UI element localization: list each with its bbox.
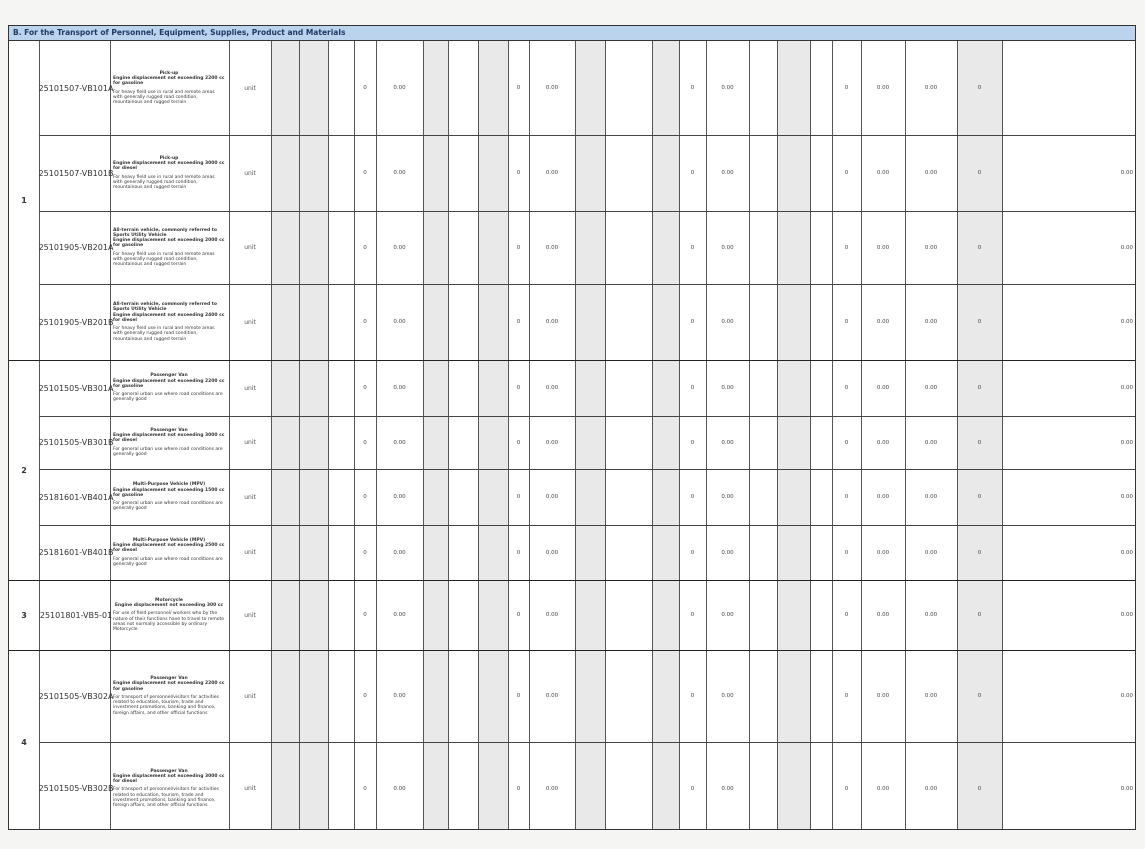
unit-of-measure: unit <box>244 549 256 556</box>
item-description <box>110 580 228 650</box>
value-a4: 0.00 <box>876 612 890 618</box>
value-total-qty: 0 <box>977 385 982 391</box>
value-a1: 0.00 <box>393 385 406 391</box>
value-q4: 0 <box>844 785 849 792</box>
value-q2: 0 <box>516 170 521 176</box>
unit-of-measure: unit <box>244 169 256 177</box>
value-end-amount: 0.00 <box>1120 693 1133 699</box>
row-divider <box>39 211 1135 212</box>
item-title: Passenger Van <box>150 427 188 433</box>
table-row <box>9 360 1135 416</box>
procurement-table <box>8 25 1136 830</box>
value-total-qty: 0 <box>977 170 982 176</box>
value-q4: 0 <box>844 439 849 446</box>
unit-of-measure: unit <box>244 84 256 92</box>
value-a4: 0.00 <box>876 170 890 176</box>
value-total-amount: 0.00 <box>924 244 938 251</box>
value-q4: 0 <box>844 170 849 176</box>
value-q3: 0 <box>690 494 695 500</box>
item-description <box>110 525 228 580</box>
item-code: 25101505-VB301B <box>38 438 114 447</box>
value-total-amount: 0.00 <box>924 693 938 699</box>
item-spec: Engine displacement not exceeding 300 cc <box>114 603 224 609</box>
value-a4: 0.00 <box>876 385 890 391</box>
value-a3: 0.00 <box>721 244 734 251</box>
table-row <box>9 211 1135 284</box>
value-q1: 0 <box>363 319 367 325</box>
item-title: Motorcycle <box>155 597 183 603</box>
item-note: For heavy field use in rural and remote areas with generally rugged road condition, mountainous and rugged terrain <box>113 326 215 342</box>
value-a4: 0.00 <box>876 494 890 500</box>
value-total-qty: 0 <box>977 85 982 91</box>
value-a2: 0.00 <box>545 319 559 325</box>
unit-of-measure: unit <box>244 384 256 392</box>
value-total-amount: 0.00 <box>924 549 938 556</box>
item-code: 25101505-VB301A <box>38 383 114 393</box>
value-q3: 0 <box>690 85 695 91</box>
row-divider <box>39 525 1135 526</box>
item-spec: Engine displacement not exceeding 3000 cc for diesel <box>113 433 225 444</box>
value-a4: 0.00 <box>876 785 890 792</box>
unit-of-measure: unit <box>244 692 256 700</box>
item-note: For general urban use where road conditions are generally good <box>113 392 223 403</box>
value-a1: 0.00 <box>393 693 406 699</box>
value-q4: 0 <box>844 385 849 391</box>
value-a2: 0.00 <box>545 385 559 391</box>
value-q1: 0 <box>363 549 367 556</box>
item-note: For general urban use where road conditions are generally good <box>113 446 223 457</box>
value-total-qty: 0 <box>977 785 982 792</box>
value-a1: 0.00 <box>393 785 406 792</box>
item-code: 25101905-VB201B <box>38 317 114 327</box>
value-q2: 0 <box>516 439 521 446</box>
value-q2: 0 <box>516 85 521 91</box>
value-total-amount: 0.00 <box>924 319 938 325</box>
value-a4: 0.00 <box>876 439 890 446</box>
item-note: For transport of personnel/visitors for activities related to education, tourism, trade and investment promotions, banking and finance, foreign affairs, and other official functions <box>113 694 219 716</box>
unit-of-measure: unit <box>244 318 256 326</box>
item-spec: Engine displacement not exceeding 3000 cc for diesel <box>113 161 225 172</box>
value-a2: 0.00 <box>545 612 559 618</box>
item-description <box>110 469 228 525</box>
value-a2: 0.00 <box>545 494 559 500</box>
item-spec: Engine displacement not exceeding 3000 cc for diesel <box>113 773 225 785</box>
value-q3: 0 <box>690 612 695 618</box>
value-a3: 0.00 <box>721 494 734 500</box>
item-code: 25101505-VB302B <box>38 784 114 793</box>
value-q2: 0 <box>516 244 521 251</box>
table-row <box>9 742 1135 835</box>
value-total-amount: 0.00 <box>924 494 938 500</box>
unit-of-measure: unit <box>244 611 256 619</box>
value-a2: 0.00 <box>545 439 559 446</box>
item-code: 25181601-VB401B <box>38 548 114 557</box>
value-a1: 0.00 <box>393 244 406 251</box>
item-description <box>110 416 228 469</box>
value-q3: 0 <box>690 693 695 699</box>
value-end-amount: 0.00 <box>1120 385 1133 391</box>
value-total-amount: 0.00 <box>924 612 938 618</box>
value-q3: 0 <box>690 170 695 176</box>
item-title: Pick-up <box>159 155 179 161</box>
group-number: 4 <box>21 738 27 747</box>
value-q4: 0 <box>844 549 849 556</box>
value-a1: 0.00 <box>393 319 406 325</box>
value-q3: 0 <box>690 385 695 391</box>
value-a2: 0.00 <box>545 85 559 91</box>
value-total-qty: 0 <box>977 244 982 251</box>
value-q4: 0 <box>844 612 849 618</box>
table-row <box>9 416 1135 469</box>
value-a3: 0.00 <box>721 85 734 91</box>
value-a1: 0.00 <box>393 494 406 500</box>
item-note: For heavy field use in rural and remote areas with generally rugged road condition, mountainous and rugged terrain <box>113 89 215 105</box>
value-a1: 0.00 <box>393 439 406 446</box>
value-end-amount <box>1002 41 1135 135</box>
value-a3: 0.00 <box>721 439 734 446</box>
table-row <box>9 580 1135 650</box>
item-note: For transport of personnel/visitors for activities related to education, tourism, trade and investment promotions, banking and finance, foreign affairs, and other official functions <box>113 787 219 808</box>
unit-of-measure: unit <box>244 493 256 501</box>
value-a4: 0.00 <box>876 693 890 699</box>
item-code: 25101801-VB5-01 <box>39 610 113 620</box>
value-q3: 0 <box>690 785 695 792</box>
value-q1: 0 <box>363 494 367 500</box>
value-end-amount: 0.00 <box>1120 549 1133 556</box>
item-spec: Engine displacement not exceeding 2400 cc for diesel <box>113 312 225 323</box>
value-total-qty: 0 <box>977 612 982 618</box>
value-q2: 0 <box>516 785 521 792</box>
table-row <box>9 525 1135 580</box>
value-total-amount: 0.00 <box>924 385 938 391</box>
item-description <box>110 211 228 284</box>
value-q4: 0 <box>844 693 849 699</box>
value-q1: 0 <box>363 385 367 391</box>
value-q3: 0 <box>690 439 695 446</box>
item-title: All-terrain vehicle, commonly referred to Sports Utility Vehicle <box>113 227 217 238</box>
value-total-amount: 0.00 <box>924 785 938 792</box>
item-code: 25101507-VB101B <box>38 168 114 178</box>
value-q1: 0 <box>363 439 367 446</box>
value-a3: 0.00 <box>721 785 734 792</box>
value-total-amount: 0.00 <box>924 85 938 91</box>
value-a1: 0.00 <box>393 170 406 176</box>
item-title: Passenger Van <box>150 768 188 774</box>
table-row <box>9 41 1135 135</box>
item-code: 25101507-VB101A <box>38 83 114 93</box>
table-row <box>9 135 1135 211</box>
item-description <box>110 742 228 835</box>
value-q1: 0 <box>363 693 367 699</box>
group-number: 1 <box>21 196 27 205</box>
value-q3: 0 <box>690 319 695 325</box>
value-a2: 0.00 <box>545 549 559 556</box>
value-total-amount: 0.00 <box>924 439 938 446</box>
item-title: Multi-Purpose Vehicle (MPV) <box>132 482 206 488</box>
item-spec: Engine displacement not exceeding 1500 cc for gasoline <box>113 487 225 498</box>
value-a3: 0.00 <box>721 170 734 176</box>
unit-of-measure: unit <box>244 785 256 792</box>
item-title: Pick-up <box>159 70 179 76</box>
value-q2: 0 <box>516 693 521 699</box>
value-a3: 0.00 <box>721 385 734 391</box>
value-q2: 0 <box>516 612 521 618</box>
value-end-amount: 0.00 <box>1120 170 1133 176</box>
row-divider <box>39 469 1135 470</box>
value-total-amount: 0.00 <box>924 170 938 176</box>
item-note: For general urban use where road conditions are generally good <box>113 501 223 512</box>
value-total-qty: 0 <box>977 439 982 446</box>
row-divider <box>39 135 1135 136</box>
value-q4: 0 <box>844 494 849 500</box>
item-spec: Engine displacement not exceeding 2200 cc for gasoline <box>113 378 225 389</box>
group-number: 2 <box>21 465 27 475</box>
value-a2: 0.00 <box>545 693 559 699</box>
section-header: B. For the Transport of Personnel, Equipment, Supplies, Product and Materials <box>9 26 1135 41</box>
item-description <box>110 360 228 416</box>
value-total-qty: 0 <box>977 549 982 556</box>
item-spec: Engine displacement not exceeding 2200 cc for gasoline <box>113 76 225 87</box>
value-a3: 0.00 <box>721 612 734 618</box>
group-number: 3 <box>21 610 27 620</box>
value-a4: 0.00 <box>876 319 890 325</box>
value-a4: 0.00 <box>876 549 890 556</box>
value-q2: 0 <box>516 494 521 500</box>
value-a2: 0.00 <box>545 785 559 792</box>
value-a1: 0.00 <box>393 85 406 91</box>
value-end-amount: 0.00 <box>1120 612 1133 618</box>
row-divider <box>39 742 1135 743</box>
value-q1: 0 <box>363 244 367 251</box>
value-end-amount: 0.00 <box>1120 785 1133 792</box>
item-code: 25181601-VB401A <box>38 492 114 502</box>
value-a4: 0.00 <box>876 85 890 91</box>
item-note: For heavy field use in rural and remote areas with generally rugged road condition, mountainous and rugged terrain <box>113 251 215 267</box>
value-q3: 0 <box>690 549 695 556</box>
value-end-amount: 0.00 <box>1120 319 1133 325</box>
item-spec: Engine displacement not exceeding 2000 cc for gasoline <box>113 238 225 249</box>
value-q1: 0 <box>363 612 367 618</box>
unit-of-measure: unit <box>244 244 256 251</box>
table-grid <box>9 41 1135 829</box>
item-title: All-terrain vehicle, commonly referred to Sports Utility Vehicle <box>113 302 217 313</box>
value-end-amount: 0.00 <box>1120 439 1133 446</box>
value-q2: 0 <box>516 319 521 325</box>
row-divider <box>39 416 1135 417</box>
unit-of-measure: unit <box>244 439 256 446</box>
table-row <box>9 284 1135 360</box>
item-description <box>110 284 228 360</box>
item-description <box>110 650 228 742</box>
value-a2: 0.00 <box>545 244 559 251</box>
value-a3: 0.00 <box>721 549 734 556</box>
item-title: Passenger Van <box>150 373 188 379</box>
item-spec: Engine displacement not exceeding 2500 cc for diesel <box>113 543 225 554</box>
value-a1: 0.00 <box>393 612 406 618</box>
value-a2: 0.00 <box>545 170 559 176</box>
item-code: 25101905-VB201A <box>38 243 114 252</box>
value-total-qty: 0 <box>977 693 982 699</box>
value-end-amount: 0.00 <box>1120 244 1133 251</box>
item-note: For use of field personnel/ workers who by the nature of their functions have to travel to remote areas not normally accessible by ordinary Motorcycle <box>113 611 225 632</box>
value-end-amount: 0.00 <box>1120 494 1133 500</box>
value-total-qty: 0 <box>977 494 982 500</box>
value-q1: 0 <box>363 785 367 792</box>
item-description <box>110 135 228 211</box>
value-a4: 0.00 <box>876 244 890 251</box>
value-q2: 0 <box>516 385 521 391</box>
item-code: 25101505-VB302A <box>38 691 114 701</box>
value-a3: 0.00 <box>721 693 734 699</box>
value-a1: 0.00 <box>393 549 406 556</box>
table-row <box>9 650 1135 742</box>
item-note: For general urban use where road conditions are generally good <box>113 556 223 567</box>
item-title: Multi-Purpose Vehicle (MPV) <box>132 537 206 543</box>
value-total-qty: 0 <box>977 319 982 325</box>
value-a3: 0.00 <box>721 319 734 325</box>
value-q4: 0 <box>844 85 849 91</box>
row-divider <box>39 284 1135 285</box>
value-q4: 0 <box>844 319 849 325</box>
item-spec: Engine displacement not exceeding 2200 cc for gasoline <box>113 681 225 692</box>
table-row <box>9 469 1135 525</box>
value-q1: 0 <box>363 85 367 91</box>
item-description <box>110 41 228 135</box>
value-q1: 0 <box>363 170 367 176</box>
item-title: Passenger Van <box>150 676 188 682</box>
value-q4: 0 <box>844 244 849 251</box>
value-q3: 0 <box>690 244 695 251</box>
item-note: For heavy field use in rural and remote areas with generally rugged road condition, mountainous and rugged terrain <box>113 174 215 190</box>
value-q2: 0 <box>516 549 521 556</box>
